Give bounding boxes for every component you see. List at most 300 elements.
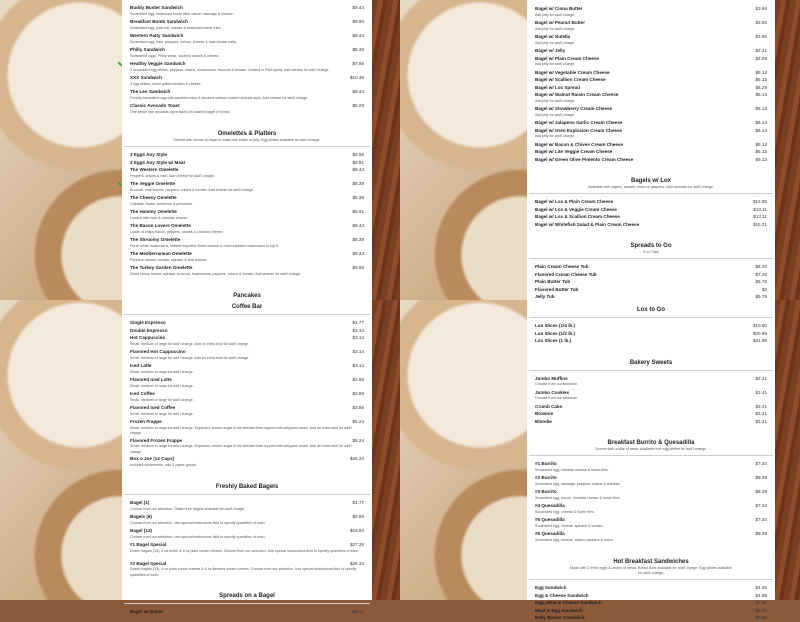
menu-item[interactable] [527,148,775,156]
menu-item[interactable] [527,47,775,55]
menu-item-name: Bagel w/ Plain Cream Cheese [535,55,600,61]
menu-item-name: Bagel w/ Jelly [535,48,566,53]
menu-item-name: The Turkey Garden Omelette [130,265,193,270]
menu-item-name: XXX Sandwich [130,75,162,80]
menu-item-description: Scrambled egg, cheese, bacon, peppers & onion. [535,537,614,542]
menu-item-row [535,614,767,622]
menu-item-price: $5.24 [352,437,364,443]
menu-item-price: $1.77 [352,320,364,325]
menu-item-row [130,18,364,26]
menu-item[interactable] [527,403,775,411]
menu-item-price: $2.86 [352,377,364,382]
menu-item-row [130,541,364,549]
wood-background [372,0,400,300]
menu-item-row [130,499,364,507]
section-header [529,345,773,371]
menu-item-name: Box o Joe (12 Cups) [130,456,175,461]
menu-item-price: $3.41 [755,389,767,395]
menu-item-row [130,194,364,202]
menu-item-name: Lox Slices (1 lb.) [535,338,572,343]
menu-item-description: Scrambled egg, seasoned home fries, bacon, sausage & cheese. [130,11,234,16]
menu-item-row [130,327,364,335]
section-title: Hot Breakfast Sandwiches [613,559,689,565]
menu-item-description: Choose from our selection. [535,396,578,400]
menu-item[interactable] [527,198,775,206]
menu-item-name: Bagel w/ Walnut Raisin Cream Cheese [535,92,619,97]
menu-item[interactable] [527,530,775,544]
menu-item-price: $9.44 [352,5,364,10]
menu-item-price: $9.44 [352,33,364,38]
menu-item-name: The Mediterranean Omelette [130,251,192,256]
menu-item-description: Choose from our selection. [535,382,578,386]
menu-item[interactable] [122,18,372,32]
menu-item-price: $8.91 [352,159,364,165]
menu-item-price: $9.44 [352,89,364,94]
menu-item-name: #6 Quesadilla [535,531,565,536]
menu-item-row [535,91,767,99]
menu-item[interactable] [527,221,775,229]
menu-item-price: $3.41 [755,48,767,53]
menu-item[interactable] [122,376,372,390]
menu-item[interactable] [122,437,372,456]
menu-item-name: Jelly Tub [535,294,555,299]
menu-item-name: Plain Butter Tub [535,279,571,284]
menu-item-name: Bagel w/ Lox & Veggie Cream Cheese [535,206,617,212]
menu-item-price: $9.44 [352,251,364,256]
menu-item-row [535,69,767,77]
menu-item[interactable] [122,88,372,102]
menu-item-name: Bagel w/ Butter [130,609,164,614]
menu-item-price: $5.13 [755,156,767,162]
menu-item-description: Scrambled egg, sausage, peppers, onions & cheddar. [535,481,621,486]
menu-item-price: $3.41 [755,375,767,381]
menu-item-row [535,592,767,600]
menu-panel [527,0,775,300]
wood-background [775,300,800,600]
menu-item-price: $8.39 [352,181,364,186]
menu-item-row [130,208,364,216]
menu-item-row [535,584,767,592]
menu-item-price: $4.99 [755,592,767,598]
wood-background [372,300,400,600]
menu-item-name: Egg & Cheese Sandwich [535,592,589,598]
menu-item-price: $5.13 [755,127,767,133]
menu-item-price: $3.86 [352,405,364,410]
menu-item-description: Freshly scrambled egg with sauteed onion & smoked salmon cooked oriental style. Add cheese for add'l charge. [130,95,309,100]
menu-item-price: $7.34 [755,461,767,466]
menu-item[interactable] [527,474,775,488]
menu-item[interactable] [122,348,372,362]
menu-item[interactable] [527,127,775,141]
menu-item-row [535,263,767,271]
menu-item-price: $7.86 [352,61,364,66]
menu-item-price: $3.56 [755,20,767,25]
menu-item-description: Cheddar, Swiss, American & provolone. [130,201,194,206]
menu-item-row [130,88,364,96]
menu-item-description: One whole ripe avocado open faced on toasted bagel or bread. [130,109,231,114]
menu-item[interactable] [122,222,372,236]
menu-item-name: Bagels (6) [130,514,152,519]
section-title: Coffee Bar [231,304,263,310]
menu-item-name: Meat & Egg Sandwich [535,607,583,613]
menu-item[interactable] [122,74,372,88]
menu-item-price: $8.92 [755,607,767,613]
menu-item-row [130,348,364,356]
menu-item-row [535,322,767,330]
menu-item-row [130,376,364,384]
menu-item[interactable] [122,455,372,469]
menu-item-price: $3.56 [755,34,767,39]
menu-item-description: Add jelly for add'l charge. [535,112,576,117]
menu-item[interactable] [527,516,775,530]
menu-item[interactable] [122,194,372,208]
menu-item[interactable] [122,327,372,335]
menu-item-price: $9.96 [352,514,364,519]
menu-item-name: Philly Sandwich [130,47,165,52]
menu-item[interactable] [122,4,372,18]
menu-item-row [535,502,767,510]
screenshot-top-left [0,0,400,300]
menu-item[interactable] [527,206,775,214]
menu-item-name: Flavored Iced Coffee [130,405,176,410]
menu-item-name: Breakfast Bomb Sandwich [130,19,188,24]
menu-item-row [535,33,767,41]
vegetarian-leaf-icon [118,62,122,66]
menu-item-row [130,166,364,174]
menu-item-name: Double Espresso [130,327,168,333]
menu-item-name: 3 Eggs Any Style w/ Meat [130,159,185,165]
menu-item-price: $3.41 [755,418,767,424]
menu-item-row [535,5,767,13]
menu-item-price: $41.99 [752,338,767,343]
menu-item-description: Scrambled eggs, Philly steak, sauteed onions & cheese. [130,53,220,58]
menu-item[interactable] [527,488,775,502]
menu-item[interactable] [527,592,775,600]
menu-item-row [130,319,364,327]
menu-item-price: $10.50 [752,323,767,328]
menu-item-name: Bagel w/ Lox & Scallion Cream Cheese [535,214,620,219]
menu-item-name: Healthy Veggie Sandwich [130,61,186,66]
wood-background [775,0,800,300]
menu-item-name: Flavored Frozen Frappe [130,437,183,443]
menu-item-row [130,250,364,258]
section-header [124,578,370,604]
screenshot-top-right [400,0,800,300]
menu-item-name: The Cheesy Omelette [130,195,177,200]
section-title: Pancakes [233,293,261,299]
menu-item-description: Small, medium or large for add'l charge. Add an extra shot for add'l charge. [130,355,250,360]
menu-item-row [535,474,767,482]
menu-item-row [130,60,364,68]
menu-item-name: Bagel w/ Green Olive Pimento Cream Cheese [535,156,634,162]
menu-item[interactable] [527,141,775,149]
menu-item-row [535,221,767,229]
menu-item-name: Bagel (1) [130,500,150,505]
menu-item[interactable] [122,362,372,376]
menu-item[interactable] [527,375,775,389]
menu-item-description: Small, medium or large for add'l charge. [130,369,194,374]
menu-item[interactable] [527,460,775,474]
menu-item[interactable] [527,584,775,592]
menu-item-row [535,375,767,383]
menu-item[interactable] [527,69,775,77]
section-subtitle: Made with 2 fresh eggs & choice of bread. Bread subs available for add'l charge. Egg whites available for add'l charge. [570,566,732,575]
menu-item-price: $8.39 [352,195,364,200]
menu-item[interactable] [122,102,372,116]
section-subtitle: 8 oz Tubs [643,250,659,254]
menu-item[interactable] [527,156,775,164]
menu-item[interactable] [122,208,372,222]
menu-item-row [535,119,767,127]
menu-item-price: $9.44 [352,167,364,172]
menu-item[interactable] [122,527,372,541]
menu-item-price: $3.86 [352,391,364,396]
menu-item-description: Scrambled egg, cheddar cheese & home fries. [535,467,609,472]
menu-item[interactable] [527,389,775,403]
menu-item[interactable] [122,513,372,527]
menu-item-name: #1 Burrito [535,461,557,466]
menu-item[interactable] [527,5,775,19]
menu-item-price: $8.39 [755,489,767,494]
menu-item[interactable] [527,330,775,338]
menu-item-description: Diced turkey breast, spinach, broccoli, mushrooms, peppers, onions & tomato. Add cheese for add'l charge. [130,271,301,276]
menu-item-row [130,4,364,12]
menu-item[interactable] [527,19,775,33]
menu-item-price: $8.39 [352,47,364,52]
menu-item-name: #2 Bagel Special [130,560,167,566]
section-header [529,544,773,580]
menu-item[interactable] [122,151,372,159]
menu-item[interactable] [122,390,372,404]
menu-item[interactable] [122,319,372,327]
menu-item-price: $3.41 [755,411,767,416]
menu-item-name: Lox Slices (1/4 lb.) [535,323,576,328]
menu-item-price: $28.34 [349,560,364,566]
menu-panel [527,300,775,620]
menu-item[interactable] [122,418,372,437]
menu-item-name: Iced Latte [130,363,152,368]
menu-item-row [535,206,767,214]
menu-item-description: 4 egg whites, diced grilled chicken & cheese. [130,81,202,86]
menu-item-row [535,156,767,164]
menu-item-row [535,76,767,84]
menu-item-name: Bagel w/ Strawberry Cream Cheese [535,106,613,111]
menu-item-name: Bagel w/ Nutella [535,34,571,39]
menu-item[interactable] [122,166,372,180]
section-title: Bakery Sweets [629,359,673,366]
screenshot-bottom-right [400,300,800,620]
menu-item-price: $5.13 [755,92,767,97]
section-subtitle: Available with capers, tomato, onion or jalapeno. Add avocado for add'l charge. [588,185,714,189]
menu-item-name: Brownie [535,411,554,416]
menu-item-price: $12.06 [752,199,767,204]
menu-item-name: The Veggie Omelette [130,181,176,186]
menu-item-name: The Shroomy Omelette [130,237,181,242]
menu-item[interactable] [122,334,372,348]
menu-item-name: Bagel w/ Jalapeno Garlic Cream Cheese [535,120,623,125]
menu-item-row [535,278,767,286]
menu-item-name: #5 Quesadilla [535,517,565,522]
menu-item-row [535,198,767,206]
menu-item[interactable] [527,271,775,279]
menu-item[interactable] [527,84,775,92]
menu-item-row [130,32,364,40]
menu-item-row [535,530,767,538]
menu-item[interactable] [122,46,372,60]
menu-item-price: $7.35 [755,271,767,277]
menu-item[interactable] [527,91,775,105]
menu-item[interactable] [122,32,372,46]
menu-item-price: $6.30 [755,264,767,269]
menu-item-name: 3 Eggs Any Style [130,152,168,157]
menu-item[interactable] [527,119,775,127]
menu-item-name: Jumbo Muffins [535,375,568,381]
menu-item-row [130,418,364,426]
menu-item[interactable] [527,418,775,426]
menu-item-description: Add jelly for add'l charge. [535,12,576,17]
menu-item-name: Egg, Meat & Cheese Sandwich [535,600,602,605]
menu-item[interactable] [527,322,775,330]
menu-item-row [130,74,364,82]
menu-item-price: $5.78 [755,294,767,299]
menu-item-name: Hot Cappuccino [130,335,166,340]
menu-item[interactable] [527,105,775,119]
menu-item-name: Bagel w/ Vegetable Cream Cheese [535,69,610,75]
menu-item-name: The Bacon Lovers Omelette [130,223,191,228]
vegetarian-leaf-icon [118,182,122,186]
menu-item[interactable] [122,180,372,194]
menu-item-row [535,599,767,607]
menu-item[interactable] [122,264,372,278]
menu-item-row [535,19,767,27]
menu-item-name: Flavored Hot Cappuccino [130,349,186,354]
menu-item-name: #2 Burrito [535,475,557,480]
menu-item-row [130,264,364,272]
menu-item[interactable] [122,499,372,513]
menu-item-description: Add jelly for add'l charge. [535,26,576,31]
menu-item[interactable] [122,236,372,250]
menu-item-price: $20.99 [752,330,767,336]
menu-item-price: $3.14 [352,349,364,354]
menu-item-row [130,102,364,110]
menu-item[interactable] [527,599,775,607]
menu-item-price: $1.77 [352,500,364,505]
menu-item[interactable] [527,410,775,418]
section-header [529,163,773,194]
menu-item-description: Loaded with ham & cheddar cheese. [130,215,189,220]
menu-item-description: Dozen bagels (13), 8 oz butter & 8 oz plain cream cheese. Choose from our selection. Use special instructions field to specify quantities of each. [130,548,360,553]
menu-item[interactable] [122,60,372,74]
section-title: Freshly Baked Bagels [215,484,279,490]
menu-item-description: Includes condiments, milk & paper goods. [130,462,197,467]
menu-item[interactable] [122,404,372,418]
menu-item-description: 3 scrambled egg whites, peppers, onions, mushrooms, broccoli & tomato. Cooked in PAM spray. Add cheese for add'l charge. [130,67,330,72]
menu-item[interactable] [527,278,775,286]
menu-item-price: $3.14 [352,327,364,333]
menu-item-description: Small, medium or large for add'l charge. Espresso, cream, sugar & ice blended then topped with whipped cream. Add an extra shot for add'l charge. [130,425,352,435]
menu-item-name: Bagel w/ Oreo Explosion Cream Cheese [535,127,623,133]
menu-item-description: Small, medium or large for add'l charge. [130,383,194,388]
menu-item[interactable] [527,76,775,84]
menu-item-description: Add jelly for add'l charge. [535,62,576,66]
menu-item-row [535,127,767,135]
menu-item-row [535,141,767,149]
menu-item-name: Bagel w/ Whitefish Salad & Plain Cream Cheese [535,221,640,227]
menu-item[interactable] [122,250,372,264]
menu-item-description: Add jelly for add'l charge. [535,134,576,138]
menu-item[interactable] [527,213,775,221]
menu-item-row [130,222,364,230]
menu-item[interactable] [527,55,775,69]
screenshot-bottom-left [0,300,400,614]
menu-item-row [535,389,767,397]
menu-item[interactable] [527,33,775,47]
menu-item-row [535,488,767,496]
menu-item-row [535,418,767,426]
menu-panel [122,300,372,614]
menu-item[interactable] [122,608,372,616]
menu-item-row [130,390,364,398]
menu-item-row [130,159,364,167]
menu-item[interactable] [527,337,775,345]
menu-item[interactable] [527,263,775,271]
section-header [529,228,773,259]
menu-item-description: Choose from our selection. Use special instructions field to specify quantities of each. [130,534,266,539]
menu-item-row [130,527,364,535]
menu-item-price: $3.14 [352,363,364,368]
menu-item-row [535,84,767,92]
menu-item-name: Bagel w/ Bacon & Chives Cream Cheese [535,141,624,147]
menu-item-name: Bagel w/ Lox Spread [535,84,580,90]
menu-item-row [535,47,767,55]
menu-item-name: Buddy Buster Sandwich [130,5,183,10]
menu-item[interactable] [122,159,372,167]
menu-item[interactable] [527,502,775,516]
menu-item-description: Dozen bagels (13), 8 oz plain cream cheese & 8 oz flavored cream cheese. Choose from our selection. Use special instructions field to specify quantities of each. [130,567,357,577]
menu-item-description: Scrambled egg, ham, peppers, onions, cheese & hash brown patty. [130,39,237,44]
menu-item-description: Choose from our selection. Gluten free bagels available for add'l charge. [130,506,246,511]
menu-item-row [535,607,767,615]
menu-item[interactable] [527,607,775,615]
menu-item-row [130,455,364,463]
menu-item-price: $7.34 [755,517,767,522]
menu-item-price: $8.60 [352,19,364,24]
menu-item-price: $5.13 [755,77,767,82]
menu-item-name: Belly Buster Sandwich [535,615,585,620]
section-header [124,289,370,315]
menu-item-price: $5.78 [755,279,767,284]
menu-item[interactable] [527,614,775,622]
menu-item-description: Small, medium or large for add'l charge. Espresso, cream, sugar & ice blended then topped with whipped cream. Add an extra shot for add'l charge. [130,444,352,454]
menu-item-name: Flavored Cream Cheese Tub [535,271,597,277]
menu-item-price: $7.61 [755,600,767,605]
menu-item-name: The Leo Sandwich [130,89,171,94]
section-title: Spreads on a Bagel [219,593,275,599]
menu-item[interactable] [122,541,372,560]
menu-item-name: Flavored Iced Latte [130,377,172,382]
menu-item-price: $19.94 [349,528,364,533]
menu-item-price: $3 [761,286,767,292]
menu-item-description: Peppers, onions, tomato, spinach & feta cheese. [130,257,208,262]
menu-item-price: $8.39 [755,475,767,480]
menu-item-row [535,330,767,338]
menu-item[interactable] [122,560,372,579]
menu-item-price: $5.13 [755,69,767,75]
menu-item-price: $10.49 [349,75,364,80]
menu-item-price: $9.44 [352,223,364,228]
section-subtitle: Served with choice of bagel or toast with butter or jelly. Egg whites available for add'l charge. [173,138,321,142]
menu-item-name: #4 Quesadilla [535,503,565,508]
